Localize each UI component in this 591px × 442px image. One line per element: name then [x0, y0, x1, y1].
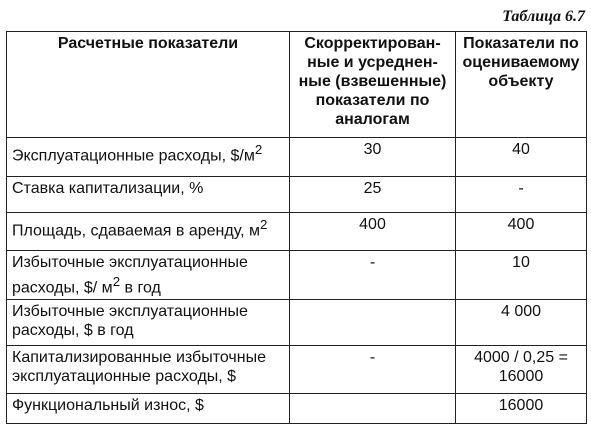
row-analog-value: -: [290, 346, 456, 394]
row-object-value: 4 000: [456, 300, 587, 346]
row-object-value: 10: [456, 251, 587, 300]
row-object-value: -: [456, 177, 587, 213]
header-object-line: объекту: [488, 73, 554, 90]
header-analog-line: ные и усреднен-: [307, 54, 438, 71]
row-analog-value: 400: [290, 213, 456, 251]
header-analog-values: [290, 32, 456, 138]
header-analog-line: Скорректирован-: [304, 35, 441, 52]
table-row: [7, 394, 587, 424]
row-object-value: 400: [456, 213, 587, 251]
table-row: [7, 300, 587, 346]
row-label: Капитализированные избыточные эксплуатационные расходы, $: [7, 346, 290, 394]
table-row: [7, 138, 587, 177]
row-label: Эксплуатационные расходы, $\$/м^2$: [7, 138, 290, 177]
row-label: Избыточные эксплуатационные расходы, $ в год: [7, 300, 290, 346]
row-analog-value: -: [290, 251, 456, 300]
table-row: [7, 177, 587, 213]
row-label: Ставка капитализации, %: [7, 177, 290, 213]
row-object-value: 40: [456, 138, 587, 177]
row-label: Избыточные эксплуатационные расходы, $/ $м^2$ в год: [7, 251, 290, 300]
row-object-value: 4000 / 0,25 = 16000: [456, 346, 587, 394]
table-caption: Таблица 6.7: [502, 8, 585, 25]
row-label: Площадь, сдаваемая в аренду, $м^2$: [7, 213, 290, 251]
table-row: [7, 346, 587, 394]
header-indicators: Расчетные показатели: [7, 32, 290, 138]
table-header-row: [7, 32, 587, 138]
row-analog-value: [290, 394, 456, 424]
table-row: [7, 251, 587, 300]
header-object-line: Показатели по: [463, 35, 579, 52]
row-object-value: 16000: [456, 394, 587, 424]
header-analog-line: аналогам: [335, 111, 410, 128]
valuation-table: [6, 31, 587, 424]
header-analog-line: ные (взвешенные): [298, 73, 447, 90]
header-object-values: [456, 32, 587, 138]
table-row: [7, 213, 587, 251]
row-analog-value: 25: [290, 177, 456, 213]
header-object-line: оцениваемому: [462, 54, 580, 71]
row-analog-value: 30: [290, 138, 456, 177]
header-analog-line: показатели по: [315, 92, 430, 109]
row-label: Функциональный износ, $: [7, 394, 290, 424]
row-analog-value: [290, 300, 456, 346]
